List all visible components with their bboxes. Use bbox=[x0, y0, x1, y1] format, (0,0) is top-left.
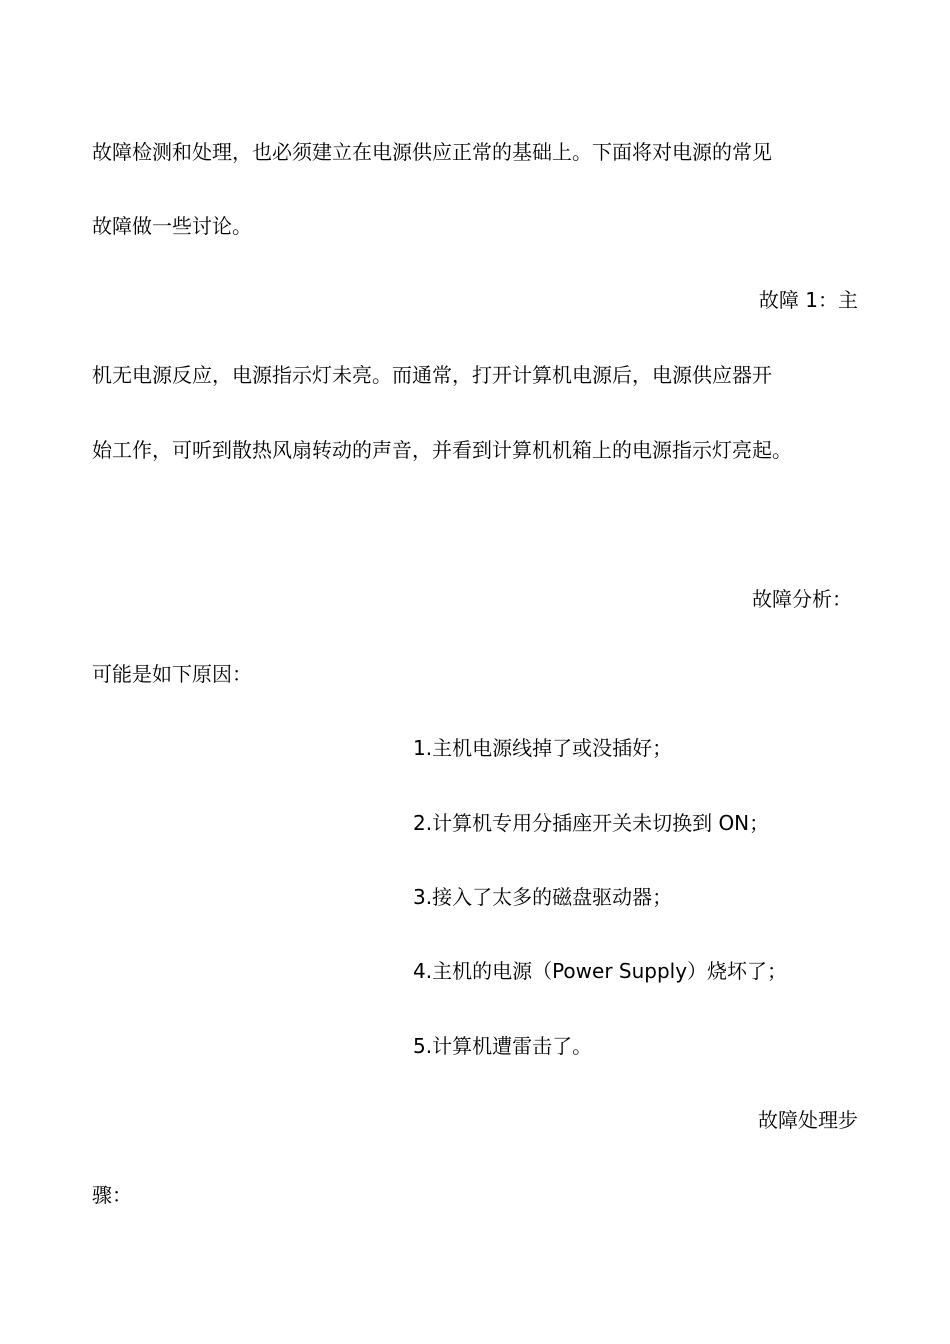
cause-item-1: 1.主机电源线掉了或没插好； bbox=[413, 736, 673, 760]
fault-1-description-line-1: 机无电源反应，电源指示灯未亮。而通常，打开计算机电源后，电源供应器开 bbox=[92, 363, 772, 387]
steps-heading-continuation: 骤： bbox=[92, 1183, 132, 1207]
cause-item-5: 5.计算机遭雷击了。 bbox=[413, 1034, 593, 1058]
cause-item-3: 3.接入了太多的磁盘驱动器； bbox=[413, 885, 673, 909]
intro-line-1: 故障检测和处理，也必须建立在电源供应正常的基础上。下面将对电源的常见 bbox=[92, 140, 772, 164]
intro-line-2: 故障做一些讨论。 bbox=[92, 214, 252, 238]
fault-1-description-line-2: 始工作，可听到散热风扇转动的声音，并看到计算机机箱上的电源指示灯亮起。 bbox=[92, 438, 792, 462]
fault-1-heading: 故障 1：主 bbox=[758, 288, 858, 312]
causes-intro: 可能是如下原因： bbox=[92, 662, 252, 686]
cause-item-4: 4.主机的电源（Power Supply）烧坏了； bbox=[413, 959, 788, 983]
cause-item-2: 2.计算机专用分插座开关未切换到 ON； bbox=[413, 811, 770, 835]
steps-heading: 故障处理步 bbox=[758, 1108, 858, 1132]
analysis-heading: 故障分析： bbox=[752, 587, 852, 611]
